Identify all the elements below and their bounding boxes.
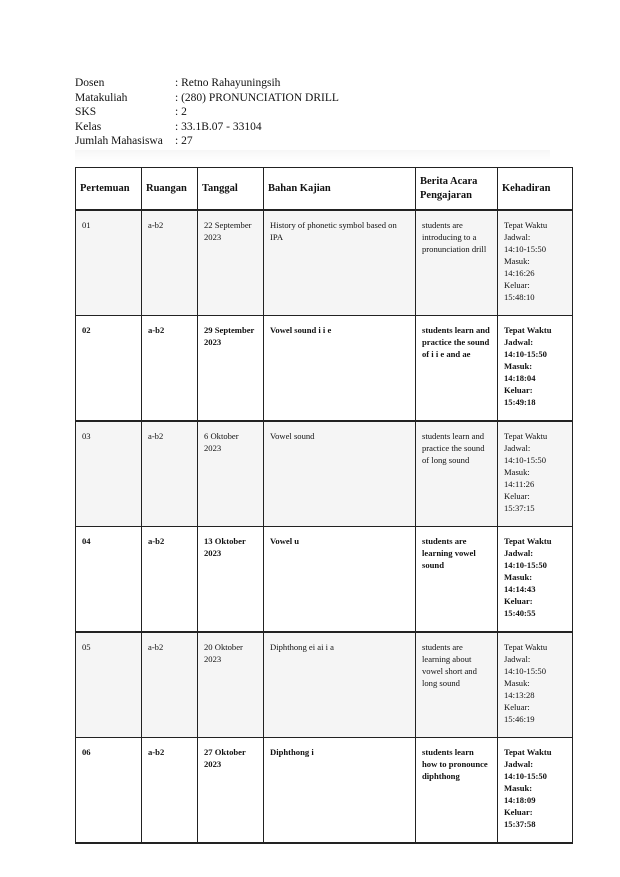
dosen-label: Dosen xyxy=(75,77,105,89)
kehadiran-jadwal-label: Jadwal: xyxy=(504,443,531,453)
table-header-row xyxy=(76,168,573,211)
kehadiran-keluar-value: 15:37:15 xyxy=(504,503,535,513)
cell-berita-acara: students are introducing to a pronunciation drill xyxy=(416,210,498,316)
kehadiran-keluar-value: 15:49:18 xyxy=(504,397,536,407)
kelas-label: Kelas xyxy=(75,120,102,133)
kehadiran-status: Tepat Waktu xyxy=(504,431,548,441)
kehadiran-masuk-value: 14:16:26 xyxy=(504,268,535,278)
kehadiran-masuk-value: 14:14:43 xyxy=(504,584,536,594)
header-row-dosen xyxy=(75,76,339,91)
kehadiran-keluar-value: 15:37:58 xyxy=(504,819,536,829)
col-header-berita-acara: Berita Acara Pengajaran xyxy=(416,168,498,211)
cell-kehadiran xyxy=(498,632,573,738)
col-header-ruangan: Ruangan xyxy=(142,168,198,211)
kelas-value: : 33.1B.07 - 33104 xyxy=(175,120,262,133)
jumlah-mahasiswa-value: : 27 xyxy=(175,135,193,147)
kehadiran-masuk-label: Masuk: xyxy=(504,361,533,371)
kehadiran-jadwal-value: 14:10-15:50 xyxy=(504,771,547,781)
kehadiran-status: Tepat Waktu xyxy=(504,642,548,652)
kehadiran-keluar-label: Keluar: xyxy=(504,596,533,606)
cell-bahan-kajian: Diphthong i xyxy=(264,738,416,844)
kehadiran-keluar-label: Keluar: xyxy=(504,807,533,817)
kehadiran-masuk-value: 14:18:09 xyxy=(504,795,536,805)
cell-pertemuan: 04 xyxy=(76,527,142,633)
kehadiran-masuk-value: 14:18:04 xyxy=(504,373,536,383)
sks-label: SKS xyxy=(75,106,97,118)
cell-berita-acara: students learn and practice the sound of long sound xyxy=(416,421,498,527)
col-header-tanggal: Tanggal xyxy=(198,168,264,211)
kehadiran-jadwal-label: Jadwal: xyxy=(504,337,534,347)
cell-tanggal: 27 Oktober 2023 xyxy=(198,738,264,844)
kehadiran-keluar-label: Keluar: xyxy=(504,702,530,712)
cell-pertemuan: 03 xyxy=(76,421,142,527)
kehadiran-masuk-label: Masuk: xyxy=(504,572,533,582)
kehadiran-status: Tepat Waktu xyxy=(504,747,552,757)
kehadiran-masuk-value: 14:11:26 xyxy=(504,479,535,489)
table-row xyxy=(76,421,573,527)
header-divider xyxy=(75,150,550,162)
dosen-value: : Retno Rahayuningsih xyxy=(175,77,281,89)
matakuliah-value: : (280) PRONUNCIATION DRILL xyxy=(175,91,339,104)
kehadiran-jadwal-label: Jadwal: xyxy=(504,232,531,242)
cell-bahan-kajian: Vowel sound xyxy=(264,421,416,527)
cell-ruangan: a-b2 xyxy=(142,632,198,738)
cell-kehadiran xyxy=(498,527,573,633)
kehadiran-masuk-label: Masuk: xyxy=(504,678,530,688)
cell-berita-acara: students learn how to pronounce diphthong xyxy=(416,738,498,844)
kehadiran-keluar-value: 15:48:10 xyxy=(504,292,535,302)
table-row xyxy=(76,632,573,738)
cell-pertemuan: 05 xyxy=(76,632,142,738)
table-row xyxy=(76,738,573,844)
cell-ruangan: a-b2 xyxy=(142,527,198,633)
cell-kehadiran xyxy=(498,738,573,844)
document-header xyxy=(75,76,339,149)
kehadiran-masuk-value: 14:13:28 xyxy=(504,690,535,700)
cell-ruangan: a-b2 xyxy=(142,210,198,316)
col-header-pertemuan: Pertemuan xyxy=(76,168,142,211)
cell-ruangan: a-b2 xyxy=(142,316,198,422)
kehadiran-keluar-label: Keluar: xyxy=(504,385,533,395)
kehadiran-status: Tepat Waktu xyxy=(504,220,548,230)
header-row-jumlah xyxy=(75,134,339,149)
cell-pertemuan: 02 xyxy=(76,316,142,422)
kehadiran-jadwal-label: Jadwal: xyxy=(504,548,534,558)
kehadiran-status: Tepat Waktu xyxy=(504,536,552,546)
cell-ruangan: a-b2 xyxy=(142,421,198,527)
cell-tanggal: 22 September 2023 xyxy=(198,210,264,316)
table-row xyxy=(76,316,573,422)
kehadiran-keluar-label: Keluar: xyxy=(504,491,530,501)
cell-bahan-kajian: History of phonetic symbol based on IPA xyxy=(264,210,416,316)
matakuliah-label: Matakuliah xyxy=(75,91,128,104)
kehadiran-jadwal-label: Jadwal: xyxy=(504,759,534,769)
kehadiran-jadwal-value: 14:10-15:50 xyxy=(504,560,547,570)
kehadiran-jadwal-value: 14:10-15:50 xyxy=(504,666,547,676)
header-row-sks xyxy=(75,105,339,120)
cell-kehadiran xyxy=(498,210,573,316)
kehadiran-jadwal-value: 14:10-15:50 xyxy=(504,349,547,359)
cell-kehadiran xyxy=(498,316,573,422)
attendance-table xyxy=(75,167,573,844)
kehadiran-masuk-label: Masuk: xyxy=(504,256,530,266)
cell-berita-acara: students are learning vowel sound xyxy=(416,527,498,633)
table-row xyxy=(76,210,573,316)
table-row xyxy=(76,527,573,633)
cell-pertemuan: 01 xyxy=(76,210,142,316)
col-header-bahan-kajian: Bahan Kajian xyxy=(264,168,416,211)
cell-bahan-kajian: Diphthong ei ai i a xyxy=(264,632,416,738)
kehadiran-masuk-label: Masuk: xyxy=(504,467,530,477)
kehadiran-jadwal-value: 14:10-15:50 xyxy=(504,455,547,465)
cell-bahan-kajian: Vowel sound i i e xyxy=(264,316,416,422)
header-row-kelas xyxy=(75,120,339,135)
sks-value: : 2 xyxy=(175,106,187,118)
header-row-matakuliah xyxy=(75,91,339,106)
cell-tanggal: 6 Oktober 2023 xyxy=(198,421,264,527)
kehadiran-keluar-value: 15:46:19 xyxy=(504,714,535,724)
kehadiran-keluar-value: 15:40:55 xyxy=(504,608,536,618)
col-header-kehadiran: Kehadiran xyxy=(498,168,573,211)
cell-berita-acara: students learn and practice the sound of i i e and ae xyxy=(416,316,498,422)
kehadiran-status: Tepat Waktu xyxy=(504,325,552,335)
cell-ruangan: a-b2 xyxy=(142,738,198,844)
cell-kehadiran xyxy=(498,421,573,527)
kehadiran-jadwal-label: Jadwal: xyxy=(504,654,531,664)
kehadiran-keluar-label: Keluar: xyxy=(504,280,530,290)
cell-pertemuan: 06 xyxy=(76,738,142,844)
cell-bahan-kajian: Vowel u xyxy=(264,527,416,633)
cell-tanggal: 20 Oktober 2023 xyxy=(198,632,264,738)
jumlah-mahasiswa-label: Jumlah Mahasiswa xyxy=(75,135,163,147)
cell-tanggal: 29 September 2023 xyxy=(198,316,264,422)
cell-berita-acara: students are learning about vowel short and long sound xyxy=(416,632,498,738)
cell-tanggal: 13 Oktober 2023 xyxy=(198,527,264,633)
kehadiran-masuk-label: Masuk: xyxy=(504,783,533,793)
kehadiran-jadwal-value: 14:10-15:50 xyxy=(504,244,547,254)
